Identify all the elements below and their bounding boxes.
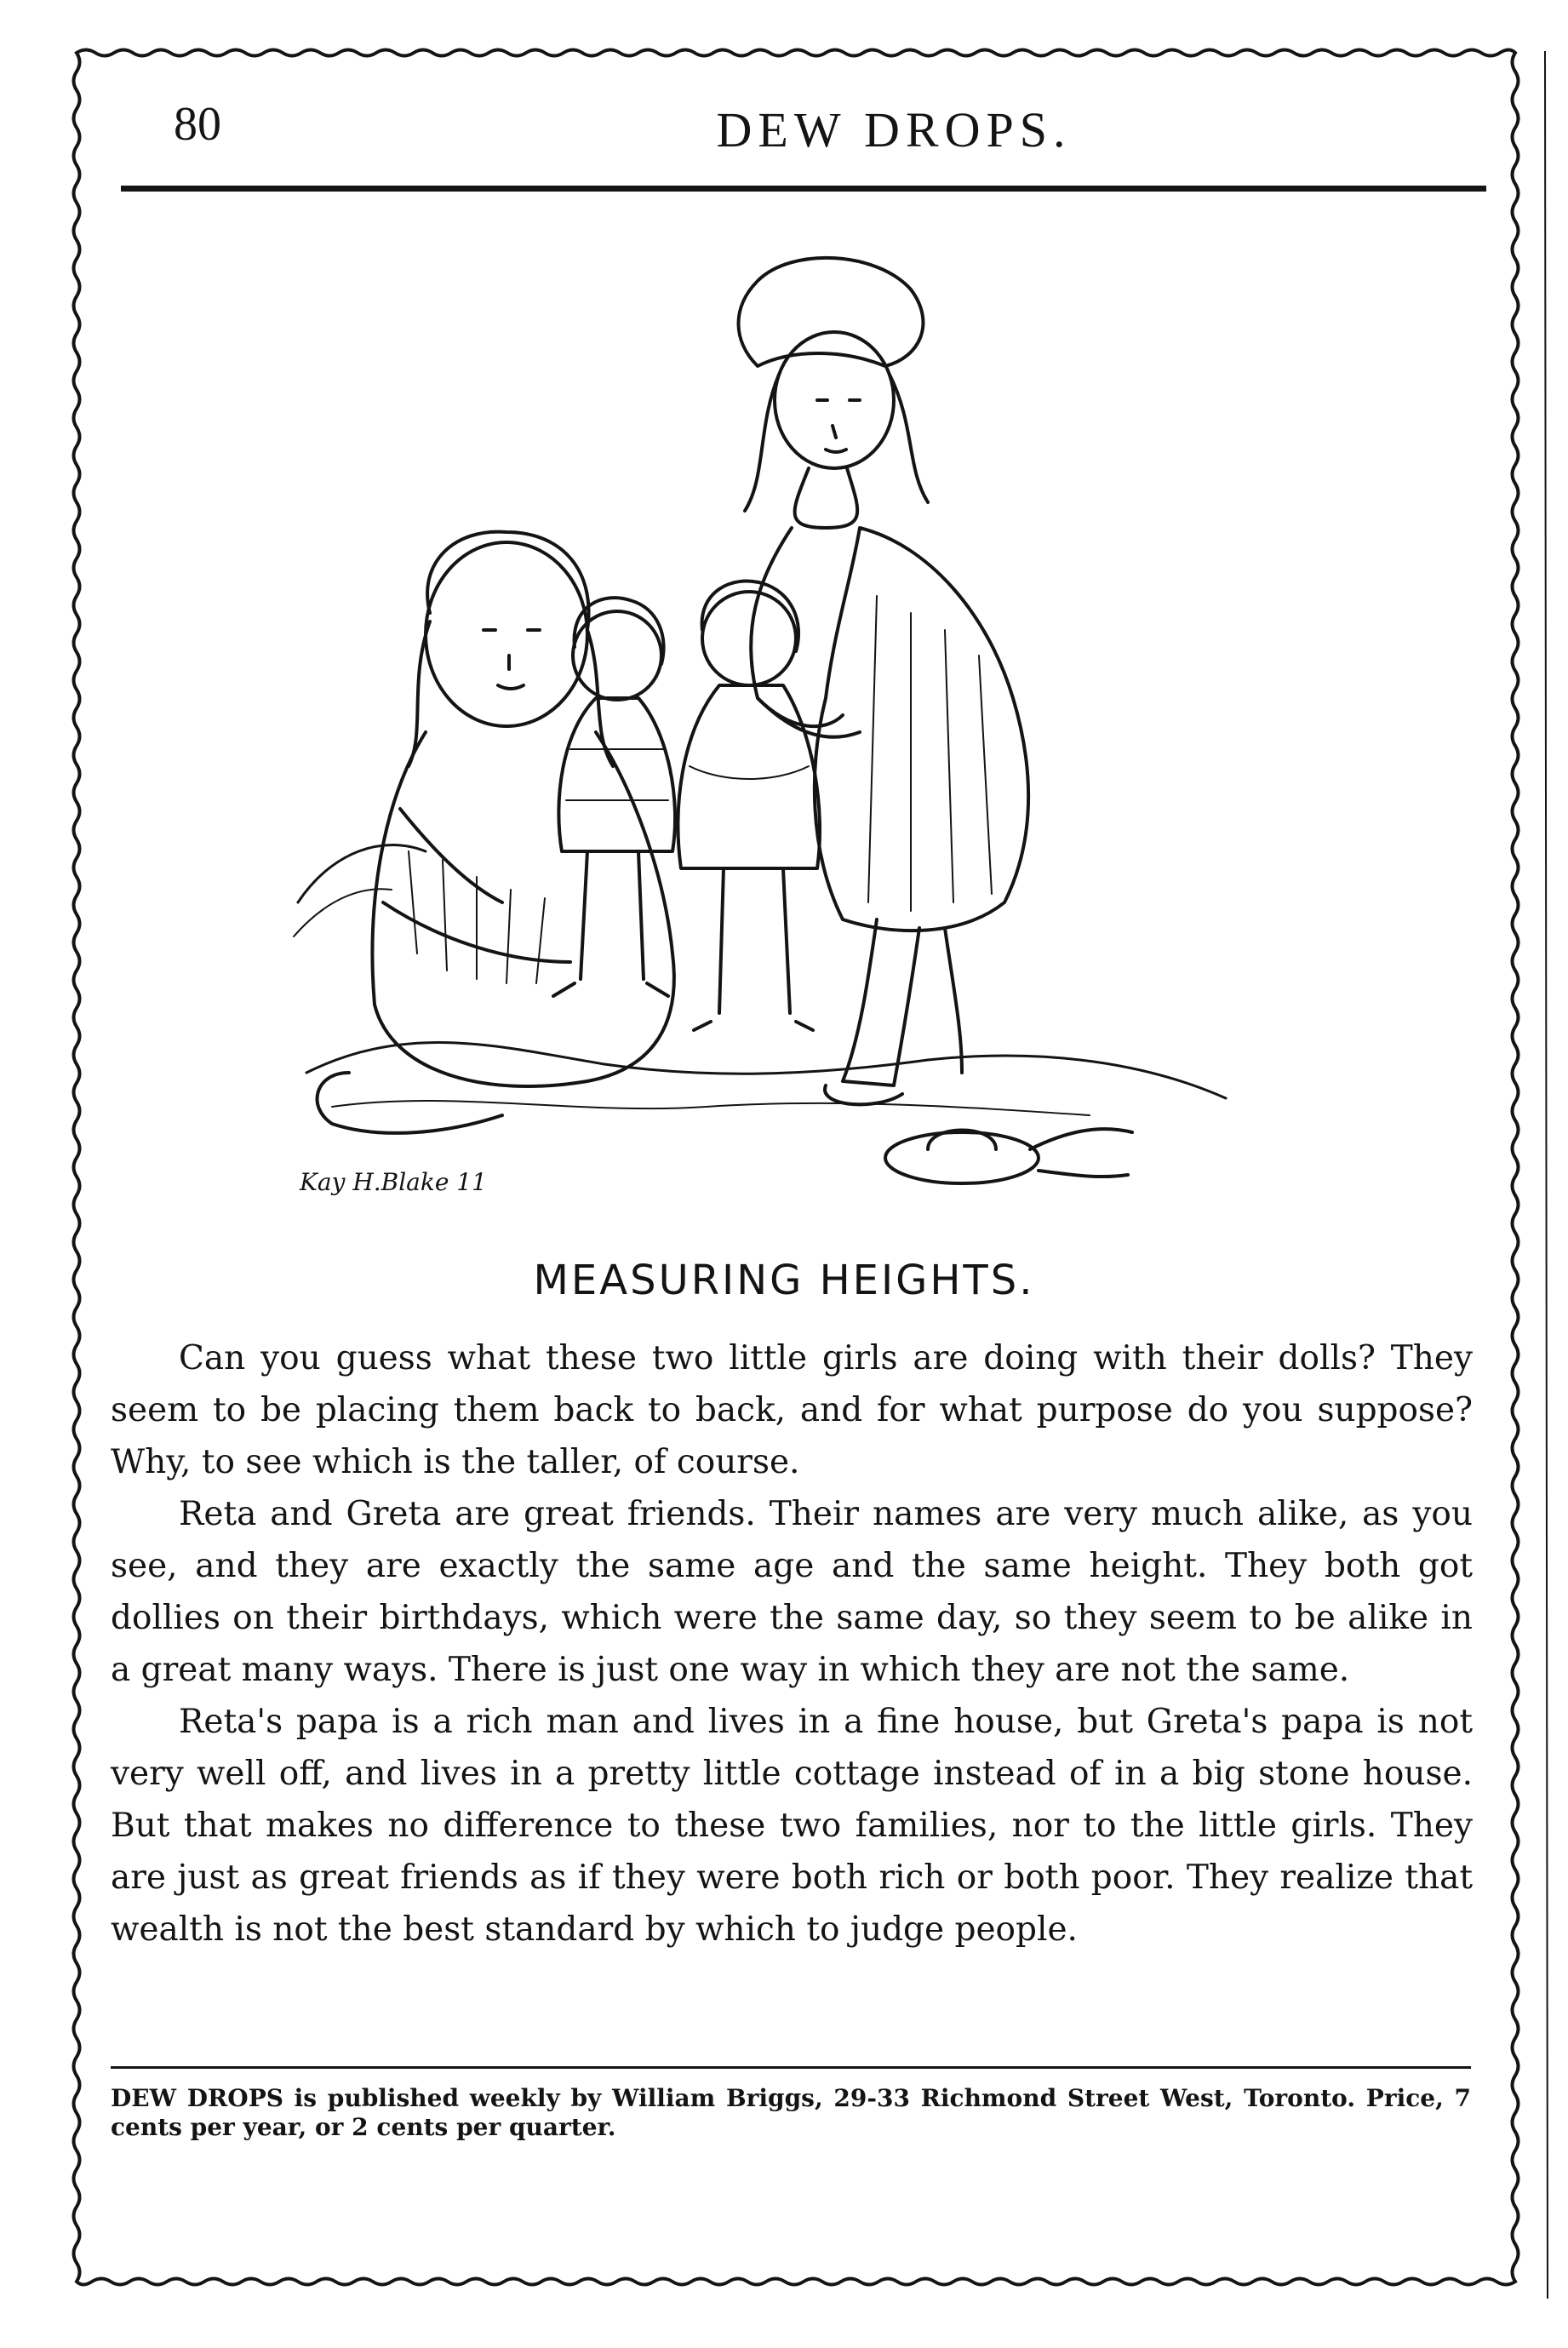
page-number: 80 [174, 98, 221, 151]
artist-signature: Kay H.Blake 11 [300, 1168, 487, 1196]
paragraph: Can you guess what these two little girls are doing with their dolls? They seem to be placing them back to back, and for what purpose do you suppose? Why, to see which is the taller, of course. [111, 1339, 1473, 1481]
footer-divider [111, 2066, 1471, 2069]
article-body [111, 1332, 1473, 1956]
illustration-two-girls-with-dolls [281, 255, 1260, 1226]
paragraph: Reta's papa is a rich man and lives in a fine house, but Greta's papa is not very well off, and lives in a pretty little cottage instead of in a big stone house. But that makes no difference to these two families, nor to the little girls. They are just as great friends as if they were both rich or both poor. They realize that wealth is not the best standard by which to judge people. [111, 1703, 1473, 1949]
article-title: MEASURING HEIGHTS. [533, 1257, 1035, 1304]
publication-title: DEW DROPS. [716, 102, 1072, 157]
paragraph: Reta and Greta are great friends. Their names are very much alike, as you see, and they are exactly the same age and the same height. They both got dollies on their birthdays, which were the same day, so they seem to be alike in a great many ways. There is just one way in which they are not the same. [111, 1495, 1473, 1689]
header-divider [121, 186, 1486, 192]
publication-note: DEW DROPS is published weekly by William Briggs, 29-33 Richmond Street West, Toronto. Price, 7 cents per year, or 2 cents per quarter. [111, 2084, 1471, 2141]
